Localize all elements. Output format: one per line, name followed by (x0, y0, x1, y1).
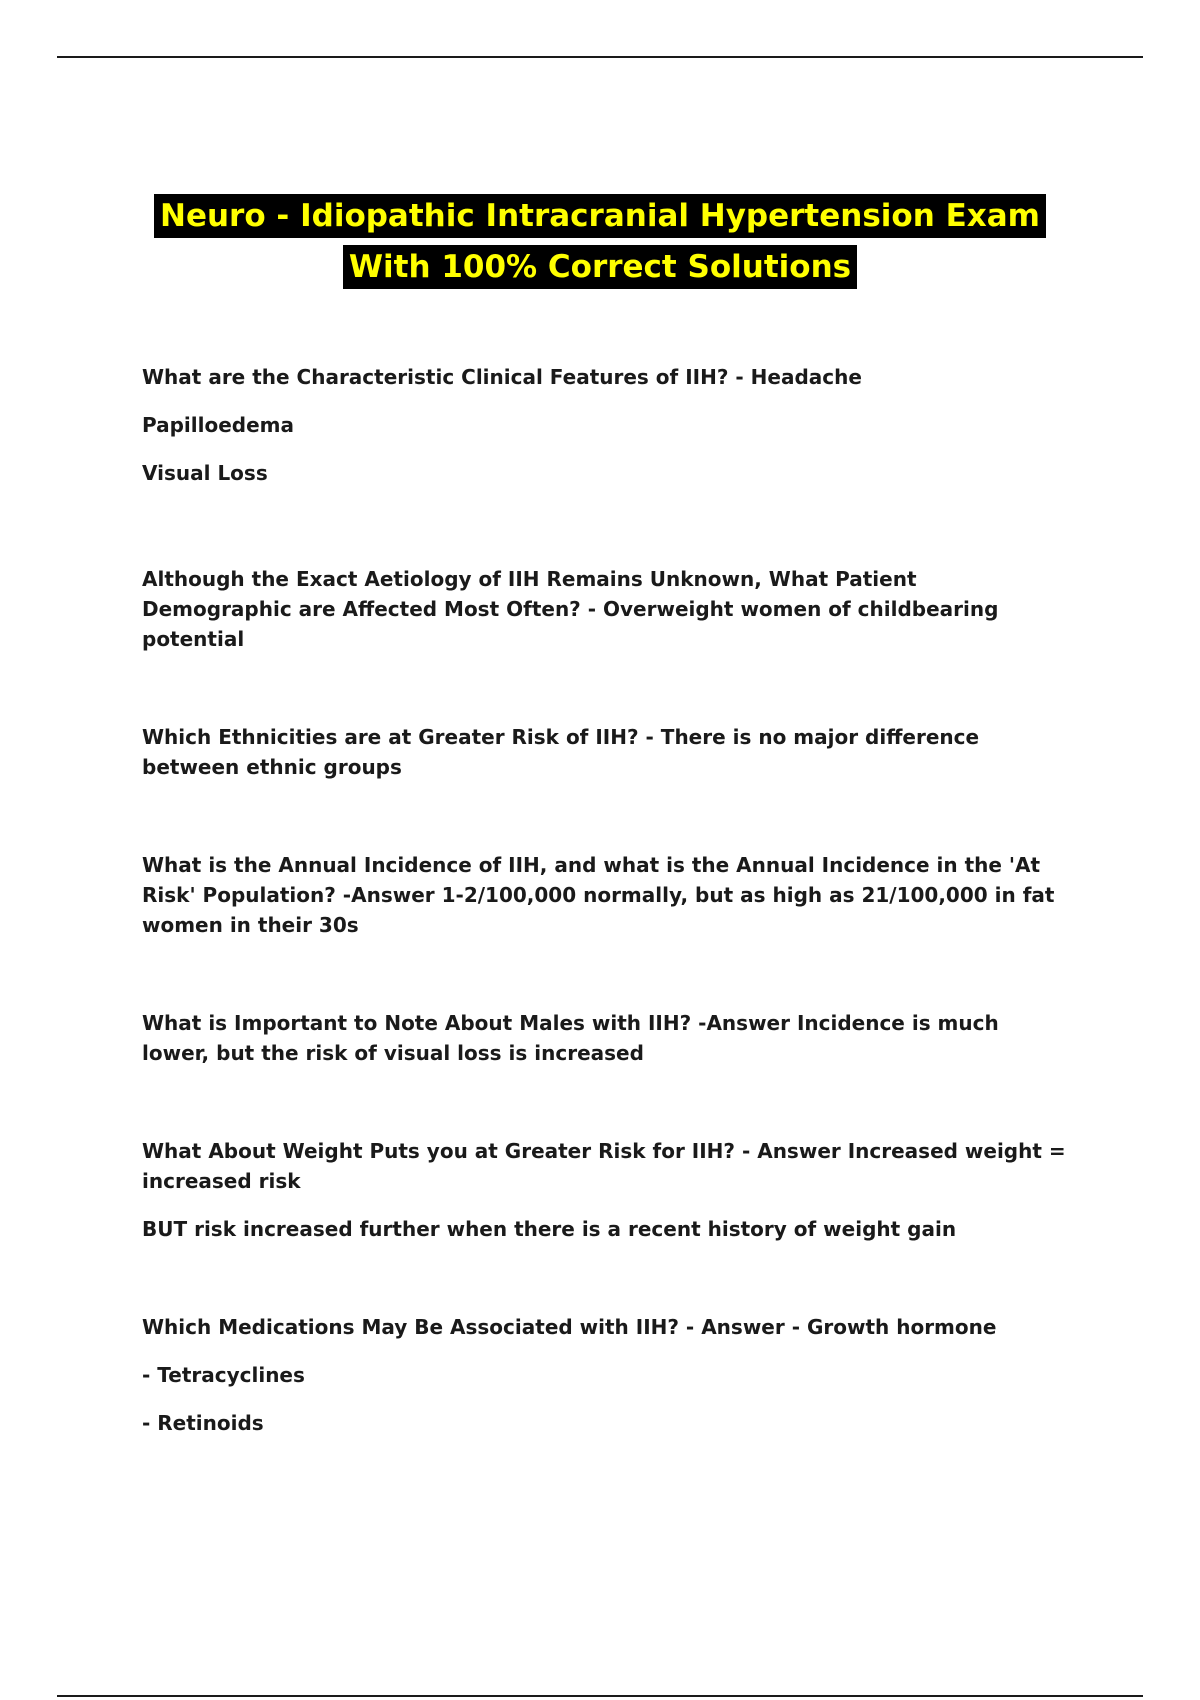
qa-item (142, 1312, 1072, 1438)
qa-item (142, 362, 1072, 488)
qa-text: Although the Exact Aetiology of IIH Remains Unknown, What Patient Demographic are Affected Most Often? - Overweight women of childbearing potential (142, 567, 999, 651)
qa-item (142, 850, 1072, 940)
qa-extra: Papilloedema (142, 413, 295, 437)
title-line-1: Neuro - Idiopathic Intracranial Hypertension Exam (154, 194, 1046, 238)
qa-text: What is the Annual Incidence of IIH, and what is the Annual Incidence in the 'At Risk' Population? -Answer 1-2/100,000 normally, but as high as 21/100,000 in fat women in their 30s (142, 853, 1055, 937)
bottom-rule (57, 1695, 1143, 1697)
document-title (0, 194, 1200, 289)
qa-item (142, 1136, 1072, 1244)
qa-extra: BUT risk increased further when there is a recent history of weight gain (142, 1217, 957, 1241)
qa-text: Which Ethnicities are at Greater Risk of IIH? - There is no major difference between ethnic groups (142, 725, 980, 779)
title-line-2: With 100% Correct Solutions (343, 245, 857, 289)
qa-item (142, 1008, 1072, 1068)
qa-text: What About Weight Puts you at Greater Risk for IIH? - Answer Increased weight = increased risk (142, 1139, 1066, 1193)
top-rule (57, 56, 1143, 58)
qa-item (142, 564, 1072, 654)
qa-extra: Visual Loss (142, 461, 268, 485)
qa-list (142, 362, 1072, 1438)
qa-text: Which Medications May Be Associated with IIH? - Answer - Growth hormone (142, 1315, 997, 1339)
qa-text: What is Important to Note About Males with IIH? -Answer Incidence is much lower, but the risk of visual loss is increased (142, 1011, 999, 1065)
qa-item (142, 722, 1072, 782)
qa-text: What are the Characteristic Clinical Features of IIH? - Headache (142, 365, 862, 389)
qa-extra: - Tetracyclines (142, 1363, 305, 1387)
qa-extra: - Retinoids (142, 1411, 264, 1435)
